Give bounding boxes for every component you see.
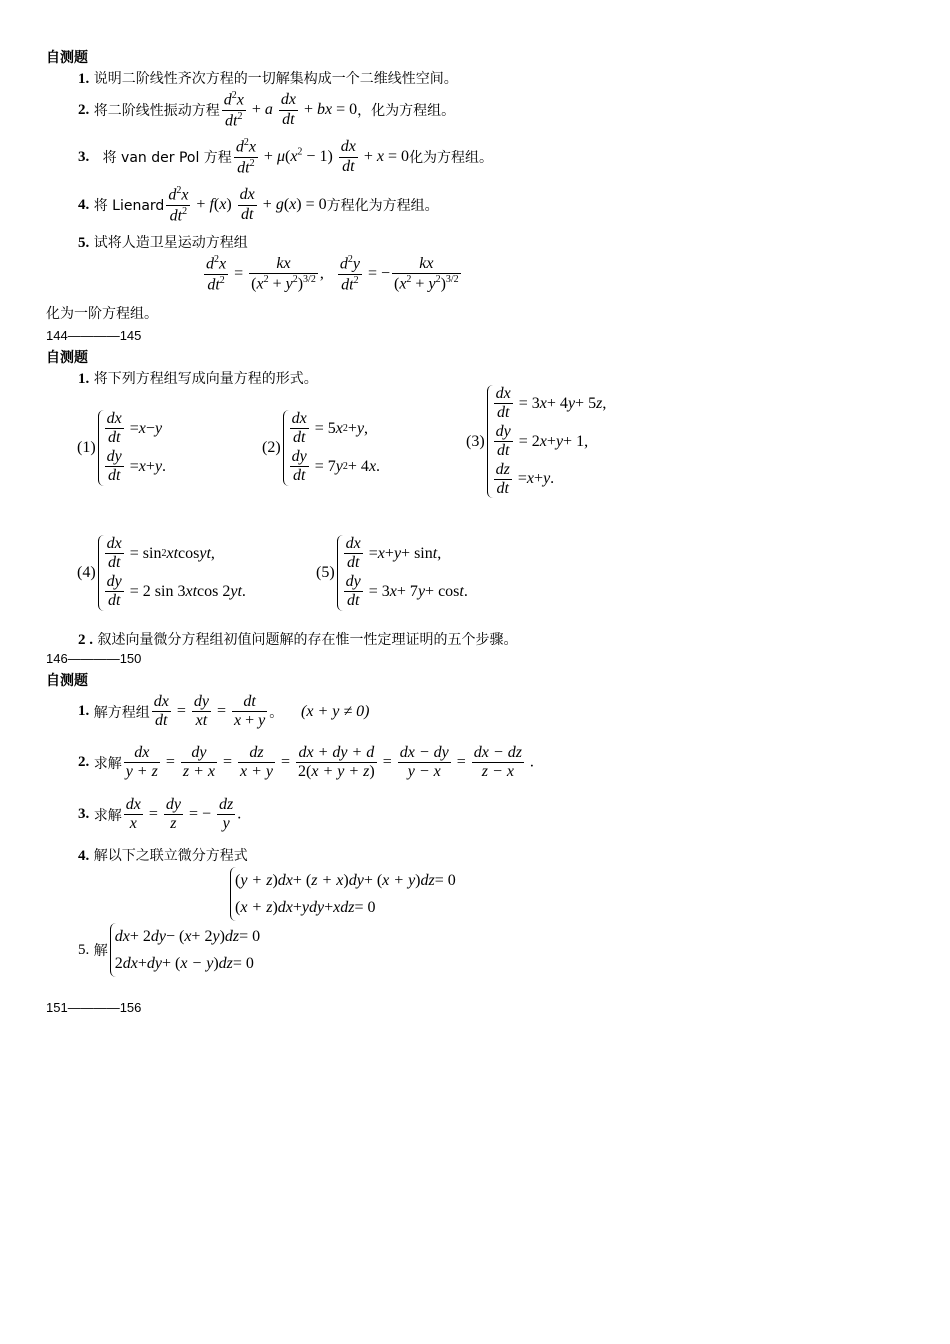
- exercise-1-2: 2. 将二阶线性振动方程 $\frac{d^2x}{dt^2}$ + a $\frac{dx}{dt}$ + bx = 0 ，化为方程组。: [78, 90, 456, 130]
- exercise-3-4: 4. 解以下之联立微分方程式: [78, 848, 248, 864]
- exercise-2-2: 2 . 叙述向量微分方程组初值问题解的存在惟一性定理证明的五个步骤。: [78, 632, 518, 648]
- formula: $\frac{d^2x}{dt^2}$ + f(x) $\frac{dx}{dt}$ + g(x) = 0: [168, 185, 327, 225]
- system-3-4: ( y + z ) dx + ( z + x ) dy + ( x + y ) dz = 0 ( x + z ) dx + ydy + xdz = 0: [228, 867, 456, 921]
- satellite-equations: $\frac{d^2x}{dt^2}$ = $\frac{kx}{(x^2 + y^2)^{3/2}}$ , $\frac{d^2y}{dt^2}$ = − $\frac{kx}{(x^2 + y^2)^{3/2}}$: [206, 254, 459, 294]
- exercise-1-5: 5. 试将人造卫星运动方程组: [78, 235, 248, 251]
- formula: $\frac{d^2x}{dt^2}$ + a $\frac{dx}{dt}$ + bx = 0: [223, 90, 358, 130]
- system-1: (1) $\frac{dx}{dt}$ = x − y $\frac{dy}{dt}$ = x + y .: [77, 410, 167, 485]
- exercise-tail: 化为一阶方程组。: [46, 306, 158, 322]
- system-4: (4) $\frac{dx}{dt}$ = sin 2 xt cos yt , $\frac{dy}{dt}$ = 2 sin 3 xt cos 2 yt .: [77, 535, 246, 610]
- page-range: 144————145: [46, 328, 142, 343]
- formula: $\frac{d^2x}{dt^2}$ + $\mu(x^2 - 1)$ $\frac{dx}{dt}$ + x = 0: [235, 137, 410, 177]
- exercise-1-3: 3. 将 van der Pol 方程 $\frac{d^2x}{dt^2}$ + $\mu(x^2 - 1)$ $\frac{dx}{dt}$ + x = 0 化为方程组。: [78, 137, 494, 177]
- exercise-text: 说明二阶线性齐次方程的一切解集构成一个二维线性空间。: [93, 71, 458, 87]
- system-5: (5) $\frac{dx}{dt}$ = x + y + sin t , $\frac{dy}{dt}$ = 3 x + 7 y + cos t .: [316, 535, 468, 610]
- system-3: (3) $\frac{dx}{dt}$ = 3 x + 4 y + 5 z , $\frac{dy}{dt}$ = 2 x + y + 1, $\frac{dz}{dt}$ = x + y .: [466, 385, 607, 497]
- page-range: 146————150: [46, 651, 142, 666]
- exercise-3-3: 3. 求解 $\frac{dx}{x}$ = $\frac{dy}{z}$ = − $\frac{dz}{y}$ .: [78, 796, 242, 833]
- section-title: 自测题: [46, 673, 88, 689]
- section-title: 自测题: [46, 50, 88, 66]
- exercise-3-2: 2. 求解 $\frac{dx}{y + z}$ = $\frac{dy}{z + x}$ = $\frac{dz}{x + y}$ = $\frac{dx + dy + d}{2(x + y + z)}$ = $\frac{dx - dy}{y - x}$ = $\frac{dx - dz}{z - x}$ .: [78, 744, 534, 781]
- page-range: 151————156: [46, 1000, 142, 1015]
- exercise-3-1: 1. 解方程组 $\frac{dx}{dt}$ = $\frac{dy}{xt}$ = $\frac{dt}{x + y}$ 。 (x + y ≠ 0): [78, 693, 370, 730]
- exercise-1-1: 1. 说明二阶线性齐次方程的一切解集构成一个二维线性空间。: [78, 71, 458, 87]
- exercise-3-5: 5. 解 dx + 2 dy − ( x + 2 y ) dz = 0 2 dx + dy + ( x − y ) dz = 0: [78, 923, 260, 977]
- system-2: (2) $\frac{dx}{dt}$ = 5 x 2 + y , $\frac{dy}{dt}$ = 7 y 2 + 4 x .: [262, 410, 381, 485]
- exercise-2-1: 1. 将下列方程组写成向量方程的形式。: [78, 371, 318, 387]
- section-title: 自测题: [46, 350, 88, 366]
- exercise-1-4: 4. 将 Lienard $\frac{d^2x}{dt^2}$ + f(x) $\frac{dx}{dt}$ + g(x) = 0 方程化为方程组。: [78, 185, 439, 225]
